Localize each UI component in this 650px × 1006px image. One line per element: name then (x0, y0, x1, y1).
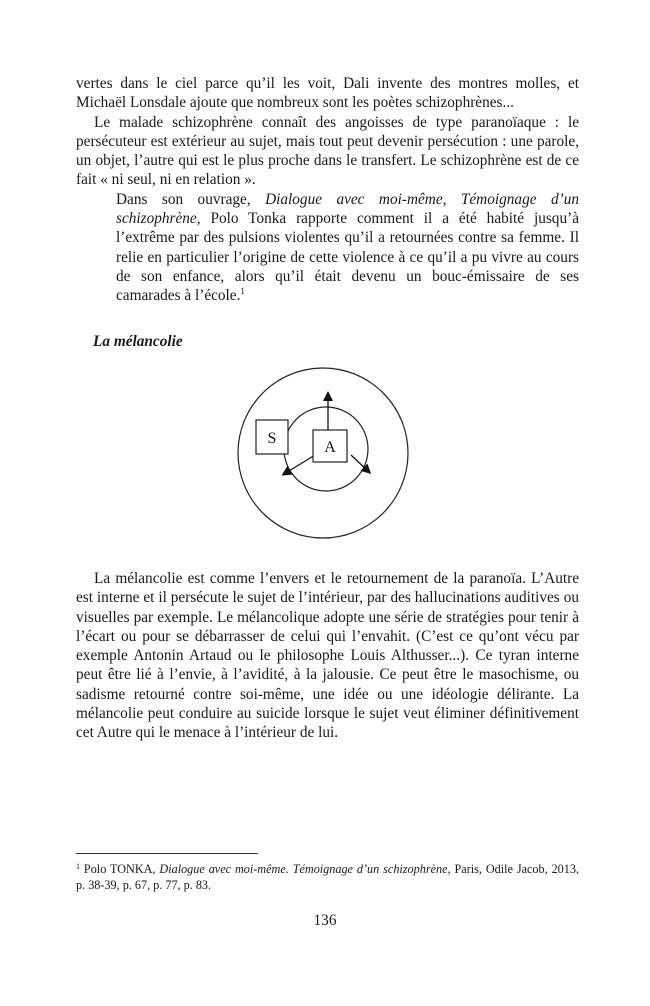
subject-label: S (267, 430, 277, 447)
melancholy-diagram (237, 367, 409, 539)
other-label: A (324, 439, 336, 456)
footnote (76, 859, 579, 893)
block-quote-text (116, 190, 579, 306)
section-heading: La mélancolie (93, 332, 183, 350)
paragraph-3: La mélancolie est comme l’envers et le retournement de la paranoïa. L’Autre est interne et il persécute le sujet de l’intérieur, par des hallucinations auditives ou visuelles par exemple. Le mélancolique adopte une série de stratégies pour tenir à l’écart ou pour se débarrasser de celui qui l’envahit. (C’est ce qu’ont vécu par exemple Antonin Artaud ou le philosophe Louis Althusser...). Ce tyran interne peut être lié à l’envie, à l’avidité, à la jalousie. Ce peut être le masochisme, ou sadisme retourné contre soi-même, une idée ou une idéologie délirante. La mélancolie peut conduire au suicide lorsque le sujet veut éliminer définitivement cet Autre qui le menace à l’intérieur de lui. (76, 570, 579, 742)
page-number: 136 (313, 912, 337, 929)
footnote-rule (76, 853, 258, 854)
footnote-title: Dialogue avec moi-même. Témoignage d’un schizophrène (159, 862, 448, 876)
arrow-left-down (284, 455, 315, 474)
quote-book-title: Dialogue avec moi-même, Témoignage d’un schizophrène (116, 190, 579, 228)
quote-lead: Dans son ouvrage, (116, 190, 266, 208)
quote-body: , Polo Tonka rapporte comment il a été habité jusqu’à l’extrême par des pulsions violentes qu’il a retournées contre sa femme. Il relie en particulier l’origine de cette violence à ce qu’il a pu vivre au cours de son enfance, alors qu’il était devenu un bouc-émissaire de ses camarades à l’école. (116, 210, 579, 305)
paragraph-1: vertes dans le ciel parce qu’il les voit, Dali invente des montres molles, et Michaël Lonsdale ajoute que nombreux sont les poètes schizophrènes... (76, 75, 579, 112)
main-text (76, 74, 579, 351)
footnote-author: Polo TONKA, (80, 862, 160, 876)
footnote-ref: 1 (240, 286, 245, 297)
paragraph-2: Le malade schizophrène connaît des angoisses de type paranoïaque : le persécuteur est extérieur au sujet, mais tout peut devenir persécution : une parole, un objet, l’autre qui est le plus proche dans le transfert. Le schizophrène est de ce fait « ni seul, ni en relation ». (76, 113, 579, 189)
block-quote (116, 190, 579, 306)
melancholy-text (76, 569, 579, 743)
arrow-right-down (351, 455, 369, 472)
footnote-number: 1 (76, 862, 80, 871)
footnote-publisher: , Paris, Odile Jacob, 2013, p. 38-39, p. 67, p. 77, p. 83. (76, 862, 580, 892)
